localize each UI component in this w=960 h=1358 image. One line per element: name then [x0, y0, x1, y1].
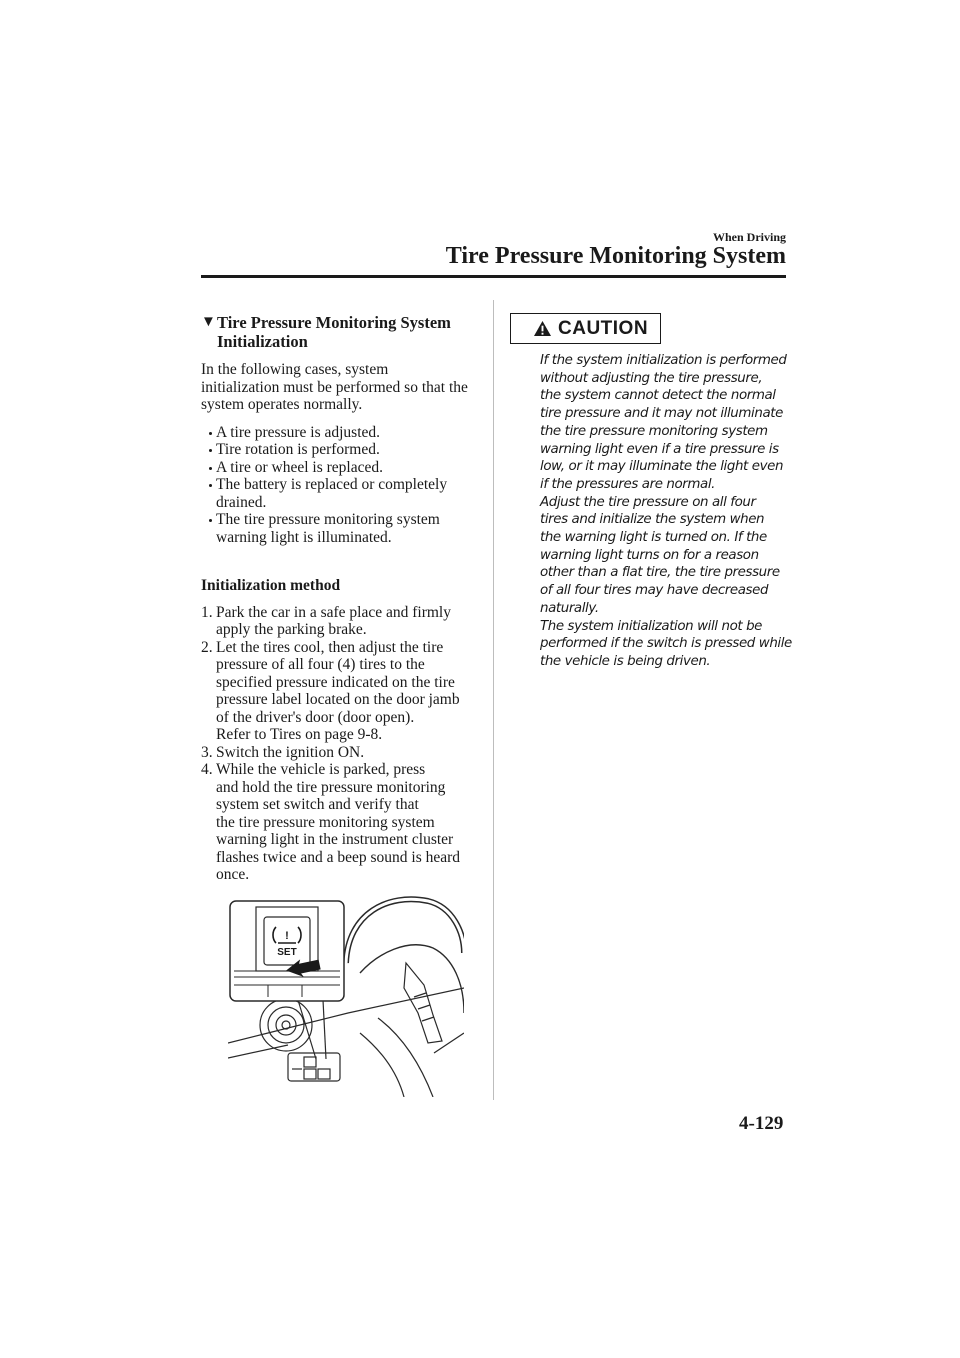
step-text: While the vehicle is parked, press — [216, 761, 426, 778]
triangle-marker-icon: ▼ — [201, 314, 216, 330]
step-number: 3. — [201, 743, 213, 761]
list-item — [209, 459, 481, 477]
step-item — [201, 744, 481, 762]
caution-line: if the pressures are normal. — [540, 476, 716, 492]
cross-reference: Refer to Tires on page 9-8. — [216, 726, 383, 743]
step-text: pressure label located on the door jamb — [216, 691, 460, 708]
step-text: warning light in the instrument cluster — [216, 831, 454, 848]
column-divider — [493, 300, 494, 1100]
header-section-name: When Driving — [712, 230, 786, 244]
step-item — [201, 639, 481, 744]
caution-line: the warning light is turned on. If the — [540, 530, 767, 546]
set-switch-illustration — [228, 893, 464, 1097]
intro-line: system operates normally. — [201, 396, 363, 413]
caution-line: tires and initialize the system when — [540, 512, 765, 528]
step-text: specified pressure indicated on the tire — [216, 673, 455, 691]
step-number: 2. — [201, 638, 213, 656]
caution-header — [510, 313, 661, 344]
list-item — [209, 441, 481, 459]
intro-line: In the following cases, system — [201, 361, 389, 378]
list-item-text: A tire or wheel is replaced. — [216, 458, 383, 476]
step-text: once. — [216, 866, 250, 883]
step-text: Let the tires cool, then adjust the tire — [216, 638, 444, 656]
list-item-text: drained. — [216, 493, 267, 511]
list-item-text: warning light is illuminated. — [216, 528, 392, 546]
caution-line: warning light even if a tire pressure is — [540, 441, 779, 457]
page-title: Tire Pressure Monitoring System — [445, 243, 786, 269]
step-text: of the driver's door (door open). — [216, 708, 415, 726]
caution-line: Adjust the tire pressure on all four — [540, 494, 756, 510]
list-item-text: The tire pressure monitoring system — [216, 511, 440, 528]
caution-line: warning light turns on for a reason — [540, 547, 759, 563]
section-heading-line1: Tire Pressure Monitoring System — [217, 313, 451, 332]
caution-line: If the system initialization is performed — [540, 353, 787, 368]
list-item-text: A tire pressure is adjusted. — [216, 423, 381, 441]
caution-line: performed if the switch is pressed while — [540, 636, 792, 652]
step-text: apply the parking brake. — [216, 621, 367, 638]
steps-list — [201, 604, 481, 884]
method-heading: Initialization method — [201, 577, 341, 594]
list-item-text: The battery is replaced or completely — [216, 476, 448, 493]
caution-line: low, or it may illuminate the light even — [540, 459, 784, 475]
list-item — [209, 476, 481, 511]
condition-list — [201, 424, 481, 547]
step-text: the tire pressure monitoring system — [216, 813, 435, 831]
page-number: 4-129 — [739, 1113, 784, 1134]
list-item — [209, 511, 481, 546]
step-item — [201, 604, 481, 639]
step-text: flashes twice and a beep sound is heard — [216, 848, 461, 866]
caution-line: naturally. — [540, 600, 599, 616]
step-number: 4. — [201, 761, 213, 778]
intro-paragraph — [201, 361, 481, 414]
list-item-text: Tire rotation is performed. — [216, 441, 380, 458]
section-heading-line2: Initialization — [217, 332, 308, 351]
set-switch-label: SET — [277, 947, 297, 958]
caution-line: tire pressure and it may not illuminate — [540, 406, 783, 422]
caution-text — [540, 352, 790, 671]
header-divider — [201, 275, 786, 278]
step-text: pressure of all four (4) tires to the — [216, 656, 425, 673]
step-text: system set switch and verify that — [216, 796, 419, 813]
caution-label: CAUTION — [558, 317, 649, 339]
svg-text:!: ! — [285, 930, 289, 942]
list-item — [209, 424, 481, 442]
step-text: Park the car in a safe place and firmly — [216, 603, 451, 621]
section-heading — [201, 313, 481, 351]
warning-triangle-icon — [533, 320, 552, 337]
caution-line: the system cannot detect the normal — [540, 388, 776, 404]
step-item — [201, 761, 481, 884]
caution-line: of all four tires may have decreased — [540, 583, 769, 599]
caution-line: without adjusting the tire pressure, — [540, 370, 763, 386]
caution-line: the tire pressure monitoring system — [540, 423, 768, 439]
step-number: 1. — [201, 603, 213, 621]
caution-line: other than a flat tire, the tire pressure — [540, 565, 780, 581]
intro-line: initialization must be performed so that the — [201, 378, 468, 396]
step-text: Switch the ignition ON. — [216, 743, 365, 761]
caution-line: The system initialization will not be — [540, 618, 763, 634]
step-text: and hold the tire pressure monitoring — [216, 778, 446, 796]
caution-line: the vehicle is being driven. — [540, 653, 711, 669]
left-column — [201, 313, 481, 884]
